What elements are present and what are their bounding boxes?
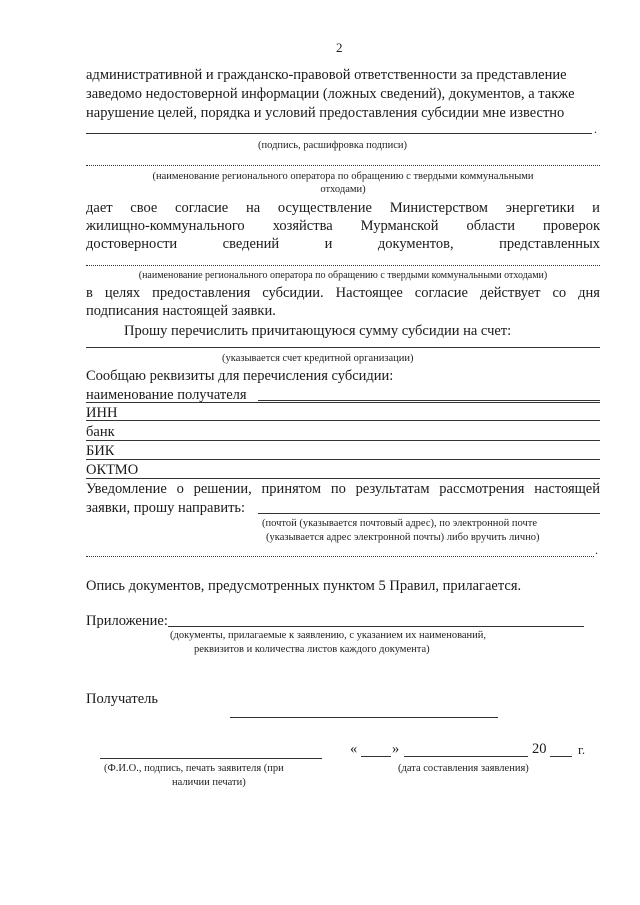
- notification-caption-b: (указывается адрес электронной почты) либо вручить лично): [266, 532, 540, 543]
- inn-label: ИНН: [86, 405, 118, 421]
- purpose-word: целях: [104, 285, 141, 301]
- bik-label: БИК: [86, 443, 115, 459]
- operator-caption-1b: отходами): [320, 184, 366, 195]
- bank-account-line[interactable]: [86, 347, 600, 348]
- inn-field[interactable]: [86, 420, 600, 421]
- consent-word: жилищно-коммунального: [86, 218, 245, 234]
- purpose-word: согласие: [414, 285, 468, 301]
- consent-word: на: [245, 200, 261, 216]
- date-year-suffix: г.: [578, 742, 586, 757]
- consent-word: сведений: [222, 236, 280, 252]
- applicant-caption-b: наличии печати): [172, 777, 246, 788]
- consent-word: проверок: [542, 218, 600, 234]
- notification-word: принятом: [261, 481, 322, 497]
- notification-method-field[interactable]: [258, 513, 600, 514]
- operator-caption-1a: (наименование регионального оператора по обращению с твердыми коммунальными: [152, 171, 534, 182]
- notification-word: по: [330, 481, 346, 497]
- purpose-word: действует: [479, 285, 541, 301]
- operator-name-line-1[interactable]: [86, 165, 600, 166]
- oktmo-label: ОКТМО: [86, 462, 139, 478]
- appendix-caption-a: (документы, прилагаемые к заявлению, с указанием их наименований,: [170, 630, 487, 641]
- notification-word: настоящей: [534, 481, 600, 497]
- appendix-caption-b: реквизитов и количества листов каждого документа): [194, 644, 430, 655]
- consent-word: хозяйства: [272, 218, 333, 234]
- consent-word: достоверности: [86, 236, 178, 252]
- consent-word: Мурманской: [360, 218, 439, 234]
- consent-word: согласие: [175, 200, 229, 216]
- date-quote-close: »: [392, 741, 400, 757]
- operator-caption-2: (наименование регионального оператора по обращению с твердыми коммунальными отходами): [138, 270, 548, 281]
- purpose-line-2: подписания настоящей заявки.: [86, 303, 276, 319]
- consent-line-2: [86, 217, 600, 236]
- appendix-field[interactable]: [168, 626, 584, 627]
- consent-word: и: [592, 200, 600, 216]
- notification-line-2: заявки, прошу направить:: [86, 500, 246, 516]
- bank-label: банк: [86, 424, 115, 440]
- applicant-caption-a: (Ф.И.О., подпись, печать заявителя (при: [104, 763, 284, 774]
- consent-word: документов,: [377, 236, 454, 252]
- bik-field[interactable]: [86, 459, 600, 460]
- notification-address-field[interactable]: [86, 556, 594, 557]
- consent-word: осуществление: [277, 200, 372, 216]
- operator-name-line-2[interactable]: [86, 265, 600, 266]
- consent-line-3: [86, 235, 600, 254]
- oktmo-field[interactable]: [86, 478, 600, 479]
- purpose-word: предоставления: [152, 285, 251, 301]
- intro-line-2: заведомо недостоверной информации (ложных сведений), документов, а также: [86, 86, 575, 102]
- purpose-word: субсидии.: [262, 285, 324, 301]
- signature-caption: (подпись, расшифровка подписи): [258, 140, 408, 151]
- date-year-field[interactable]: [550, 756, 572, 757]
- date-month-field[interactable]: [404, 756, 528, 757]
- notification-word: результатам: [355, 481, 430, 497]
- requisites-heading: Сообщаю реквизиты для перечисления субсидии:: [86, 368, 394, 384]
- purpose-line-1: [86, 284, 600, 303]
- notification-word: о: [176, 481, 184, 497]
- purpose-word: Настоящее: [335, 285, 403, 301]
- transfer-request: Прошу перечислить причитающуюся сумму субсидии на счет:: [124, 323, 512, 339]
- recipient-name-label: наименование получателя: [86, 387, 247, 403]
- applicant-signature-line[interactable]: [100, 758, 322, 759]
- date-caption: (дата составления заявления): [398, 763, 529, 774]
- recipient-name-field[interactable]: [258, 400, 600, 401]
- date-day-field[interactable]: [361, 756, 391, 757]
- purpose-word: со: [552, 285, 567, 301]
- intro-line-3: нарушение целей, порядка и условий предоставления субсидии мне известно: [86, 105, 565, 121]
- consent-word: области: [466, 218, 515, 234]
- consent-word: Министерством: [389, 200, 488, 216]
- inventory-text: Опись документов, предусмотренных пунктом 5 Правил, прилагается.: [86, 578, 522, 594]
- purpose-word: дня: [578, 285, 600, 301]
- bank-field[interactable]: [86, 440, 600, 441]
- notification-word: Уведомление: [86, 481, 167, 497]
- requisites-divider: [86, 402, 600, 403]
- notification-caption-a: (почтой (указывается почтовый адрес), по электронной почте: [262, 518, 538, 529]
- recipient-label: Получатель: [86, 691, 158, 707]
- notification-end: .: [595, 543, 598, 557]
- date-quote-open: «: [350, 741, 358, 757]
- notification-word: решении,: [193, 481, 252, 497]
- notification-word: рассмотрения: [439, 481, 525, 497]
- consent-word: представленных: [499, 236, 600, 252]
- signature-line-end: .: [594, 122, 597, 136]
- recipient-signature-line[interactable]: [230, 717, 498, 718]
- consent-word: дает: [86, 200, 113, 216]
- page-number: 2: [336, 40, 343, 55]
- bank-account-caption: (указывается счет кредитной организации): [222, 353, 414, 364]
- consent-line-1: [86, 199, 600, 218]
- intro-line-1: административной и гражданско-правовой ответственности за представление: [86, 67, 567, 83]
- consent-word: свое: [130, 200, 158, 216]
- signature-line[interactable]: [86, 133, 592, 134]
- purpose-word: в: [86, 285, 93, 301]
- consent-word: энергетики: [505, 200, 575, 216]
- consent-word: и: [324, 236, 333, 252]
- appendix-label: Приложение:: [86, 613, 168, 629]
- notification-line-1: [86, 480, 600, 499]
- date-year-prefix: 20: [532, 741, 547, 757]
